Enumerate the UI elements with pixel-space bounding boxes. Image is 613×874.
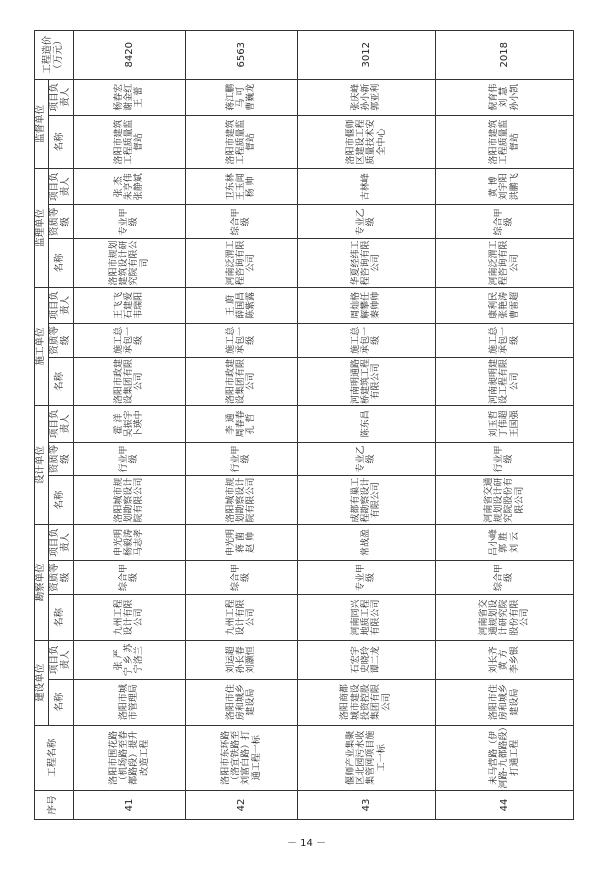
subheader-name: 名称 [48,594,73,640]
row-design-name: 洛阳城市规划勘察设计院有限公司 [225,477,257,523]
row-build-grade: 施工总承包一级 [225,326,257,354]
row-seq: 44 [435,790,573,819]
row-survey-grade: 综合甲级 [118,564,140,592]
row-construction-leader: 刘运超 孙长春 刘灏恒 [225,646,257,674]
row-project-name: 偃师产业集聚区北园污水收集管网项目施工一标 [345,730,387,785]
row-build-leader: 周灿格 解攀任 秦帅帅 [350,291,382,319]
table-row [435,31,573,820]
row-seq: 42 [185,790,297,819]
row-supervision-name: 洛阳市规划建筑设计研究院有限公司 [108,240,150,286]
row-build-grade: 施工总承包一级 [113,326,145,354]
subheader-leader: 项目负责人 [48,406,73,442]
row-oversight-name: 洛阳市建筑工程质量监督站 [488,119,520,165]
row-build-grade: 施工总承包一级 [350,326,382,354]
row-oversight-leader: 张庆峰 孙小新 郭亚利 [350,83,382,111]
row-build-leader: 王 蔚 薛国昌 陈紫露 [225,291,257,319]
row-design-leader: 霍 洋 吴振宇 卜瑛中 [113,410,145,438]
row-design-name: 洛阳城市规划勘察设计院有限公司 [113,477,145,523]
table-row [73,31,185,820]
row-project-name: 未马营路（伊河路-九都路段）打通工程 [488,727,520,789]
subheader-leader: 项目负责人 [48,169,73,205]
row-design-leader: 陈东昌 [361,410,372,438]
row-supervision-leader: 卫东林 王玉闻 杨 帅 [225,173,257,201]
row-project-name: 洛阳市东环路（洛宜铁路至刘富白路）打通工程一标 [220,730,262,785]
subheader-name: 名称 [48,239,73,287]
row-survey-grade: 综合甲级 [230,564,252,592]
header-construction-unit: 建设单位 [35,640,49,725]
subheader-leader: 项目负责人 [48,640,73,679]
row-supervision-name: 河南泛渭工程咨询有限公司 [488,240,520,286]
row-survey-name: 河南省交通规划设计研究院股份有限公司 [478,599,530,636]
subheader-name: 名称 [48,357,73,405]
row-cost: 8420 [73,31,185,80]
row-oversight-leader: 杨春宏 谢金红 王 蕾 [113,83,145,111]
row-cost: 3012 [297,31,435,80]
row-build-name: 洛阳市政建设集团有限公司 [113,359,145,405]
row-survey-name: 九州工程设计有限公司 [113,599,145,636]
row-survey-name: 河南同兴地质工程有限公司 [350,599,382,636]
row-supervision-leader: 黄 博 刘宇阳 洪鹏飞 [488,173,520,201]
row-seq: 41 [73,790,185,819]
row-build-name: 洛阳市政建设集团有限公司 [225,359,257,405]
row-cost: 2018 [435,31,573,80]
subheader-grade: 资质等级 [48,561,73,595]
subheader-name: 名称 [48,679,73,725]
row-design-grade: 专业乙级 [355,445,377,473]
header-seq: 序号 [35,790,74,819]
row-survey-grade: 综合甲级 [494,564,515,592]
table-row [297,31,435,820]
header-supervision-unit: 监理单位 [35,169,49,288]
row-design-grade: 行业甲级 [494,445,515,473]
page-number: － 14 － [286,838,327,849]
subheader-grade: 资质等级 [48,323,73,357]
row-construction-leader: 石宏宇 史晓玲 谭二龙 [350,646,382,674]
row-construction-name: 洛阳商都城市建设投资控股集团有限公司 [340,684,392,721]
row-construction-leader: 刘长齐 黄 方 李乡银 [488,646,520,674]
row-survey-name: 九州工程设计有限公司 [225,599,257,636]
row-oversight-leader: 蒋江鹏 马 可 曹巍龙 [225,83,257,111]
row-build-name: 河南明通路桥建筑工程有限公司 [350,359,382,405]
row-design-leader: 刘玉哲 丁伟超 王国强 [488,410,520,438]
row-build-leader: 王飞飞 石建爱 韦瑞阳 [113,291,145,319]
row-supervision-leader: 张 杰 朱亨伟 张静斌 [113,173,145,201]
row-supervision-grade: 专业乙级 [355,208,377,236]
row-survey-leader: 申光明 杨毅涛 马志孝 [113,528,145,556]
header-design-unit: 设计单位 [35,406,49,525]
subheader-leader: 项目负责人 [48,287,73,323]
row-supervision-name: 华夏经纬工程咨询有限公司 [350,240,382,286]
row-design-name: 河南省交通规划设计研究院股份有限公司 [483,477,525,523]
row-supervision-grade: 综合甲级 [230,208,252,236]
row-oversight-name: 洛阳市偃师区建设工程质量技术安全中心 [345,119,387,165]
table-row [185,31,297,820]
row-design-grade: 行业甲级 [230,445,252,473]
row-survey-leader: 吕小峰 郭 胜 刘 云 [488,528,520,556]
row-seq: 43 [297,790,435,819]
subheader-name: 名称 [48,115,73,168]
row-design-name: 成都有巢工程勘察设计有限公司 [350,477,382,523]
rotated-table-wrapper [34,30,574,820]
header-oversight-unit: 监督单位 [35,79,49,169]
row-build-grade: 施工总承包一级 [488,326,520,354]
row-cost: 6563 [185,31,297,80]
row-survey-leader: 申光明 蒋 菌 赵 帅 [225,528,257,556]
project-table [34,30,574,820]
subheader-leader: 项目负责人 [48,79,73,115]
row-build-leader: 康利民 张艳涛 曹雷超 [488,291,520,319]
row-design-leader: 李 通 周春春 孔 哲 [225,410,257,438]
header-survey-unit: 勘察单位 [35,524,49,640]
row-construction-name: 洛阳市住房和城乡建设局 [225,684,257,721]
row-supervision-name: 河南泛渭工程咨询有限公司 [225,240,257,286]
row-design-grade: 行业甲级 [118,445,140,473]
row-survey-leader: 常战盈 [361,528,372,556]
subheader-grade: 资质等级 [48,442,73,476]
row-build-name: 河南昶明建设工程有限公司 [488,359,520,405]
row-supervision-grade: 专业甲级 [118,208,140,236]
header-project-name: 工程名称 [35,725,74,790]
row-supervision-grade: 综合甲级 [494,208,515,236]
subheader-name: 名称 [48,476,73,524]
row-supervision-leader: 古林峰 [361,173,372,201]
row-oversight-name: 洛阳市建筑工程质量监督站 [225,119,257,165]
table-body [73,31,573,820]
row-survey-grade: 专业甲级 [355,564,377,592]
row-construction-name: 洛阳市住房和城乡建设局 [488,684,520,721]
row-construction-leader: 张 严 宁 乡 苏 宁洛兰 [113,643,145,677]
row-oversight-leader: 倪育伟 刘 慧 孙小凯 [488,83,520,111]
subheader-grade: 资质等级 [48,205,73,239]
row-construction-name: 洛阳市城市管理局 [118,684,140,721]
row-project-name: 洛阳市围花路（机场路至春都路段）提升改造工程 [108,730,150,785]
subheader-leader: 项目负责人 [48,524,73,560]
header-build-unit: 施工单位 [35,287,49,406]
header-cost: 工程造价（万元） [35,31,74,80]
row-oversight-name: 洛阳市建筑工程质量监督站 [113,119,145,165]
